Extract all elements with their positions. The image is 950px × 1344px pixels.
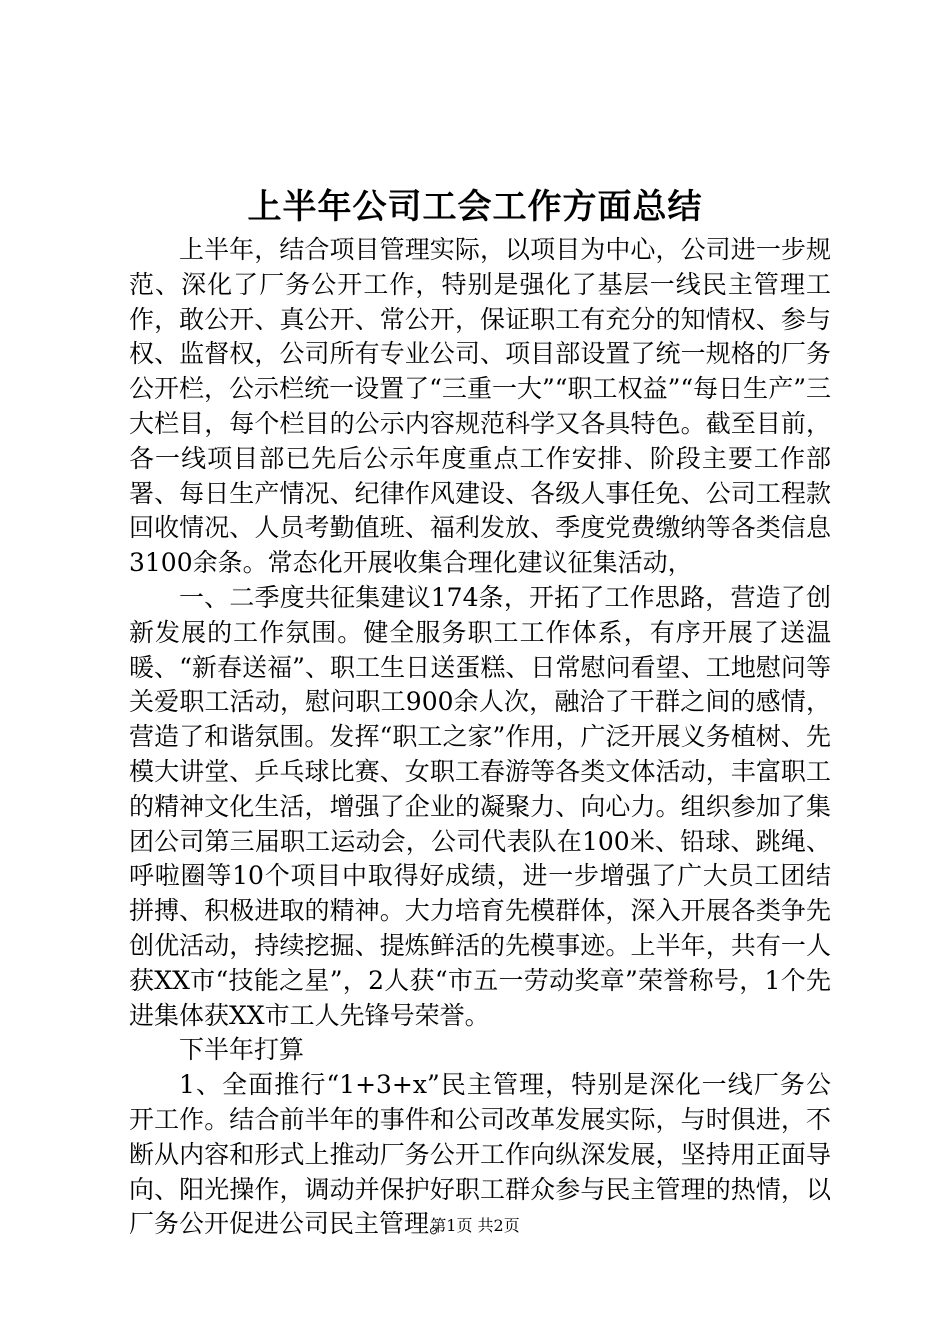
paragraph-summary-part2: 一、二季度共征集建议174条，开拓了工作思路，营造了创新发展的工作氛围。健全服务职工工作体系，有序开展了送温暖、“新春送福”、职工生日送蛋糕、日常慰问看望、工地慰问等关爱职工活动，慰问职工900余人次，融洽了干群之间的感情，营造了和谐氛围。发挥“职工之家”作用，广泛开展义务植树、先模大讲堂、乒乓球比赛、女职工春游等各类文体活动，丰富职工的精神文化生活，增强了企业的凝聚力、向心力。组织参加了集团公司第三届职工运动会，公司代表队在100米、铅球、跳绳、呼啦圈等10个项目中取得好成绩，进一步增强了广大员工团结拼搏、积极进取的精神。大力培育先模群体，深入开展各类争先创优活动，持续挖掘、提炼鲜活的先模事迹。上半年，共有一人获XX市“技能之星”，2人获“市五一劳动奖章”荣誉称号，1个先进集体获XX市工人先锋号荣誉。 <box>129 582 831 1030</box>
document-body <box>129 233 831 1242</box>
page-footer: 第1页 共2页 <box>430 1216 520 1235</box>
paragraph-summary-part1: 上半年，结合项目管理实际，以项目为中心，公司进一步规范、深化了厂务公开工作，特别是强化了基层一线民主管理工作，敢公开、真公开、常公开，保证职工有充分的知情权、参与权、监督权，公司所有专业公司、项目部设置了统一规格的厂务公开栏，公示栏统一设置了“三重一大”“职工权益”“每日生产”三大栏目，每个栏目的公示内容规范科学又各具特色。截至目前，各一线项目部已先后公示年度重点工作安排、阶段主要工作部署、每日生产情况、纪律作风建设、各级人事任免、公司工程款回收情况、人员考勤值班、福利发放、季度党费缴纳等各类信息3100余条。常态化开展收集合理化建议征集活动， <box>129 235 831 578</box>
paragraph-plan-item-1: 1、全面推行“1+3+x”民主管理，特别是深化一线厂务公开工作。结合前半年的事件和公司改革发展实际，与时俱进，不断从内容和形式上推动厂务公开工作向纵深发展，坚持用正面导向、阳光操作，调动并保护好职工群众参与民主管理的热情，以厂务公开促进公司民主管理。 <box>129 1070 831 1239</box>
document-title: 上半年公司工会工作方面总结 <box>247 187 703 227</box>
section-heading-second-half-plan: 下半年打算 <box>179 1035 305 1065</box>
